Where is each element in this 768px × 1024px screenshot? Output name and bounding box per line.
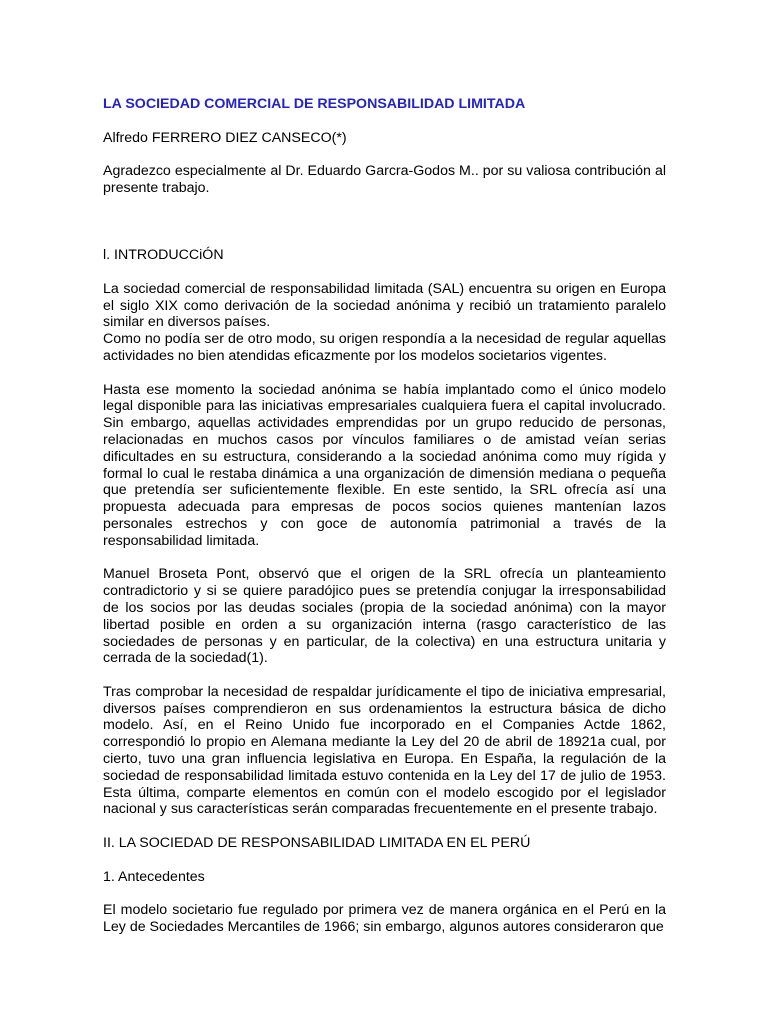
- spacer: [103, 818, 666, 835]
- spacer: [103, 667, 666, 684]
- section-heading-peru: II. LA SOCIEDAD DE RESPONSABILIDAD LIMITADA EN EL PERÚ: [103, 835, 531, 852]
- spacer: [103, 230, 666, 247]
- spacer: [103, 550, 666, 567]
- paragraph-origin: La sociedad comercial de responsabilidad limitada (SAL) encuentra su origen en Europa el siglo XIX como derivación de la sociedad anónima y recibió un tratamiento paralelo similar en diversos países.: [103, 280, 666, 331]
- paragraph-modelo-societario: El modelo societario fue regulado por primera vez de manera orgánica en el Perú en la Ley de Sociedades Mercantiles de 1966; sin embargo, algunos autores consideraron que: [103, 902, 666, 936]
- subsection-heading-antecedentes: 1. Antecedentes: [103, 868, 205, 885]
- paragraph-need: Como no podía ser de otro modo, su origen respondía a la necesidad de regular aquellas actividades no bien atendidas eficazmente por los modelos societarios vigentes.: [103, 331, 666, 364]
- paragraph-sociedad-anonima: Hasta ese momento la sociedad anónima se había implantado como el único modelo legal disponible para las iniciativas empresariales cualquiera fuera el capital involucrado. Sin embargo, aquellas actividades emprendidas por un grupo reducido de personas, relacionadas en muchos casos por vínculos familiares o de amistad veían serias dificultades en su estructura, considerando a la sociedad anónima como muy rígida y formal lo cual le restaba dinámica a una organización de dimensión mediana o pequeña que pretendía ser suficientemente flexible. En este sentido, la SRL ofrecía así una propuesta adecuada para empresas de pocos socios quienes mantenían lazos personales estrechos y con goce de autonomía patrimonial a través de la responsabilidad limitada.: [103, 381, 666, 549]
- document-title: LA SOCIEDAD COMERCIAL DE RESPONSABILIDAD LIMITADA: [103, 96, 526, 112]
- document-page: [103, 96, 666, 936]
- acknowledgement-paragraph: Agradezco especialmente al Dr. Eduardo Garcra-Godos M.. por su valiosa contribución al presente trabajo.: [103, 163, 666, 196]
- author-line: Alfredo FERRERO DIEZ CANSECO(*): [103, 129, 347, 146]
- paragraph-legislation: Tras comprobar la necesidad de respaldar jurídicamente el tipo de iniciativa empresarial, diversos países comprendieron en sus ordenamientos la estructura básica de dicho modelo. Así, en el Reino Unido fue incorporado en el Companies Actde 1862, correspondió lo propio en Alemana mediante la Ley del 20 de abril de 18921a cual, por cierto, tuvo una gran influencia legislativa en Europa. En España, la regulación de la sociedad de responsabilidad limitada estuvo contenida en la Ley del 17 de julio de 1953. Esta última, comparte elementos en común con el modelo escogido por el legislador nacional y sus características serán comparadas frecuentemente en el presente trabajo.: [103, 683, 666, 818]
- spacer: [103, 197, 666, 231]
- paragraph-broseta: Manuel Broseta Pont, observó que el origen de la SRL ofrecía un planteamiento contradictorio y si se quiere paradójico pues se pretendía conjugar la irresponsabilidad de los socios por las deudas sociales (propia de la sociedad anónima) con la mayor libertad posible en orden a su organización interna (rasgo característico de las sociedades de personas y en particular, de la colectiva) en una estructura unitaria y cerrada de la sociedad(1).: [103, 566, 666, 667]
- spacer: [103, 365, 666, 382]
- section-heading-introduction: l. INTRODUCCiÓN: [103, 247, 224, 264]
